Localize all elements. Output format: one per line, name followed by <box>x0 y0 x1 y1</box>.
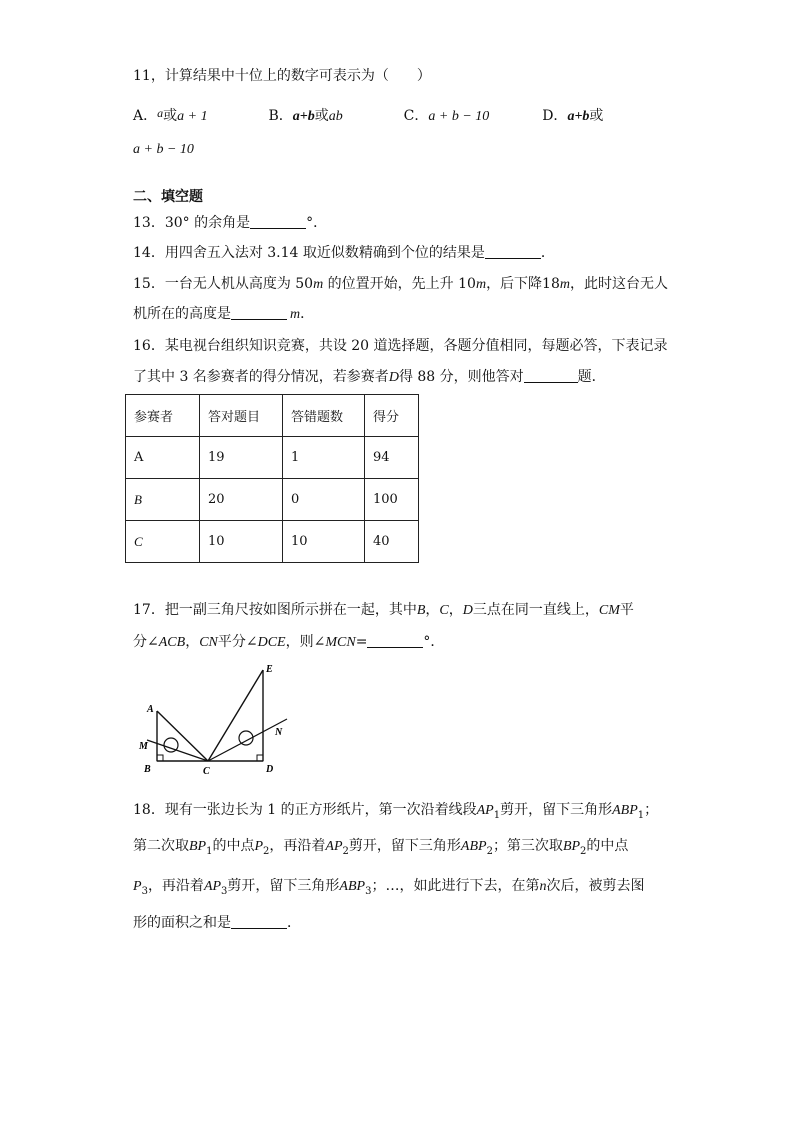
q18-line2: 第二次取$BP_1$的中点$P_2$，再沿着$AP_2$剪开，留下三角形$ABP_2$；第三次取$BP_2$的中点 <box>133 838 629 857</box>
q11-option-c[interactable]: C．a + b − 10 <box>403 108 490 124</box>
label-d: D <box>266 764 274 775</box>
q11-stem: 11，计算结果中十位上的数字可表示为（ ） <box>133 68 431 84</box>
q17-line1: 17．把一副三角尺按如图所示拼在一起，其中B，C，D三点在同一直线上，CM平 <box>133 602 634 618</box>
table-cell: 1 <box>283 437 365 479</box>
label-a: A <box>147 704 154 715</box>
table-cell: 94 <box>365 437 419 479</box>
line-ce <box>208 670 263 761</box>
label-m: M <box>139 741 148 752</box>
answer-blank[interactable] <box>524 368 578 383</box>
q18-line1: 18．现有一张边长为 1 的正方形纸片，第一次沿着线段$AP_1$剪开，留下三角形$ABP_1$； <box>133 802 659 821</box>
answer-blank[interactable] <box>250 214 306 229</box>
table-cell: 0 <box>283 479 365 521</box>
label-b: B <box>144 764 151 775</box>
ruler-hole-left <box>164 738 178 752</box>
label-c: C <box>203 766 210 777</box>
q11-option-b[interactable]: B．a+b或ab <box>268 108 343 124</box>
q16-line1: 16．某电视台组织知识竞赛，共设 20 道选择题，各题分值相同，每题必答，下表记录 <box>133 338 668 354</box>
table-cell: B <box>126 479 200 521</box>
table-header: 参赛者 <box>126 395 200 437</box>
table-row <box>126 479 419 521</box>
table-cell: 19 <box>200 437 283 479</box>
table-header: 答错题数 <box>283 395 365 437</box>
q13: 13．30° 的余角是 °． <box>133 215 328 231</box>
table-cell: 20 <box>200 479 283 521</box>
table-cell: A <box>126 437 200 479</box>
section-title: 二、填空题 <box>133 189 203 205</box>
right-angle-mark-b <box>157 755 163 761</box>
q16-line2: 了其中 3 名参赛者的得分情况，若参赛者D得 88 分，则他答对 题． <box>133 369 606 385</box>
q11-options <box>133 103 603 127</box>
answer-blank[interactable] <box>231 914 287 929</box>
q15-line2: 机所在的高度是 m． <box>133 306 315 322</box>
q18-line3: $P_3$，再沿着$AP_3$剪开，留下三角形$ABP_3$；…，如此进行下去，在第n次后，被剪去图 <box>133 878 645 897</box>
q11-option-d[interactable]: D．a+b或 <box>542 108 604 124</box>
score-table <box>125 394 419 563</box>
table-cell: 40 <box>365 521 419 563</box>
answer-blank[interactable] <box>485 244 541 259</box>
table-row <box>126 521 419 563</box>
q11-option-d-cont: a + b − 10 <box>133 142 194 157</box>
line-ac <box>157 711 208 761</box>
table-cell: 100 <box>365 479 419 521</box>
table-header-row <box>126 395 419 437</box>
q14: 14．用四舍五入法对 3.14 取近似数精确到个位的结果是 ． <box>133 245 555 261</box>
line-cn <box>208 719 287 761</box>
right-angle-mark-d <box>257 755 263 761</box>
table-header: 答对题目 <box>200 395 283 437</box>
q11-option-a[interactable]: A．a或a + 1 <box>133 106 208 124</box>
q18-line4: 形的面积之和是 ． <box>133 915 301 931</box>
table-header: 得分 <box>365 395 419 437</box>
q15-line1: 15．一台无人机从高度为 50m 的位置开始，先上升 10m，后下降18m，此时这台无人 <box>133 276 669 292</box>
triangle-ruler-figure <box>135 660 295 778</box>
label-n: N <box>275 727 283 738</box>
q17-line2: 分∠ACB，CN平分∠DCE，则∠MCN= °． <box>133 634 445 650</box>
table-cell: 10 <box>200 521 283 563</box>
table-row <box>126 437 419 479</box>
label-e: E <box>266 664 273 675</box>
answer-blank[interactable] <box>367 633 423 648</box>
table-cell: 10 <box>283 521 365 563</box>
table-cell: C <box>126 521 200 563</box>
answer-blank[interactable] <box>231 305 287 320</box>
